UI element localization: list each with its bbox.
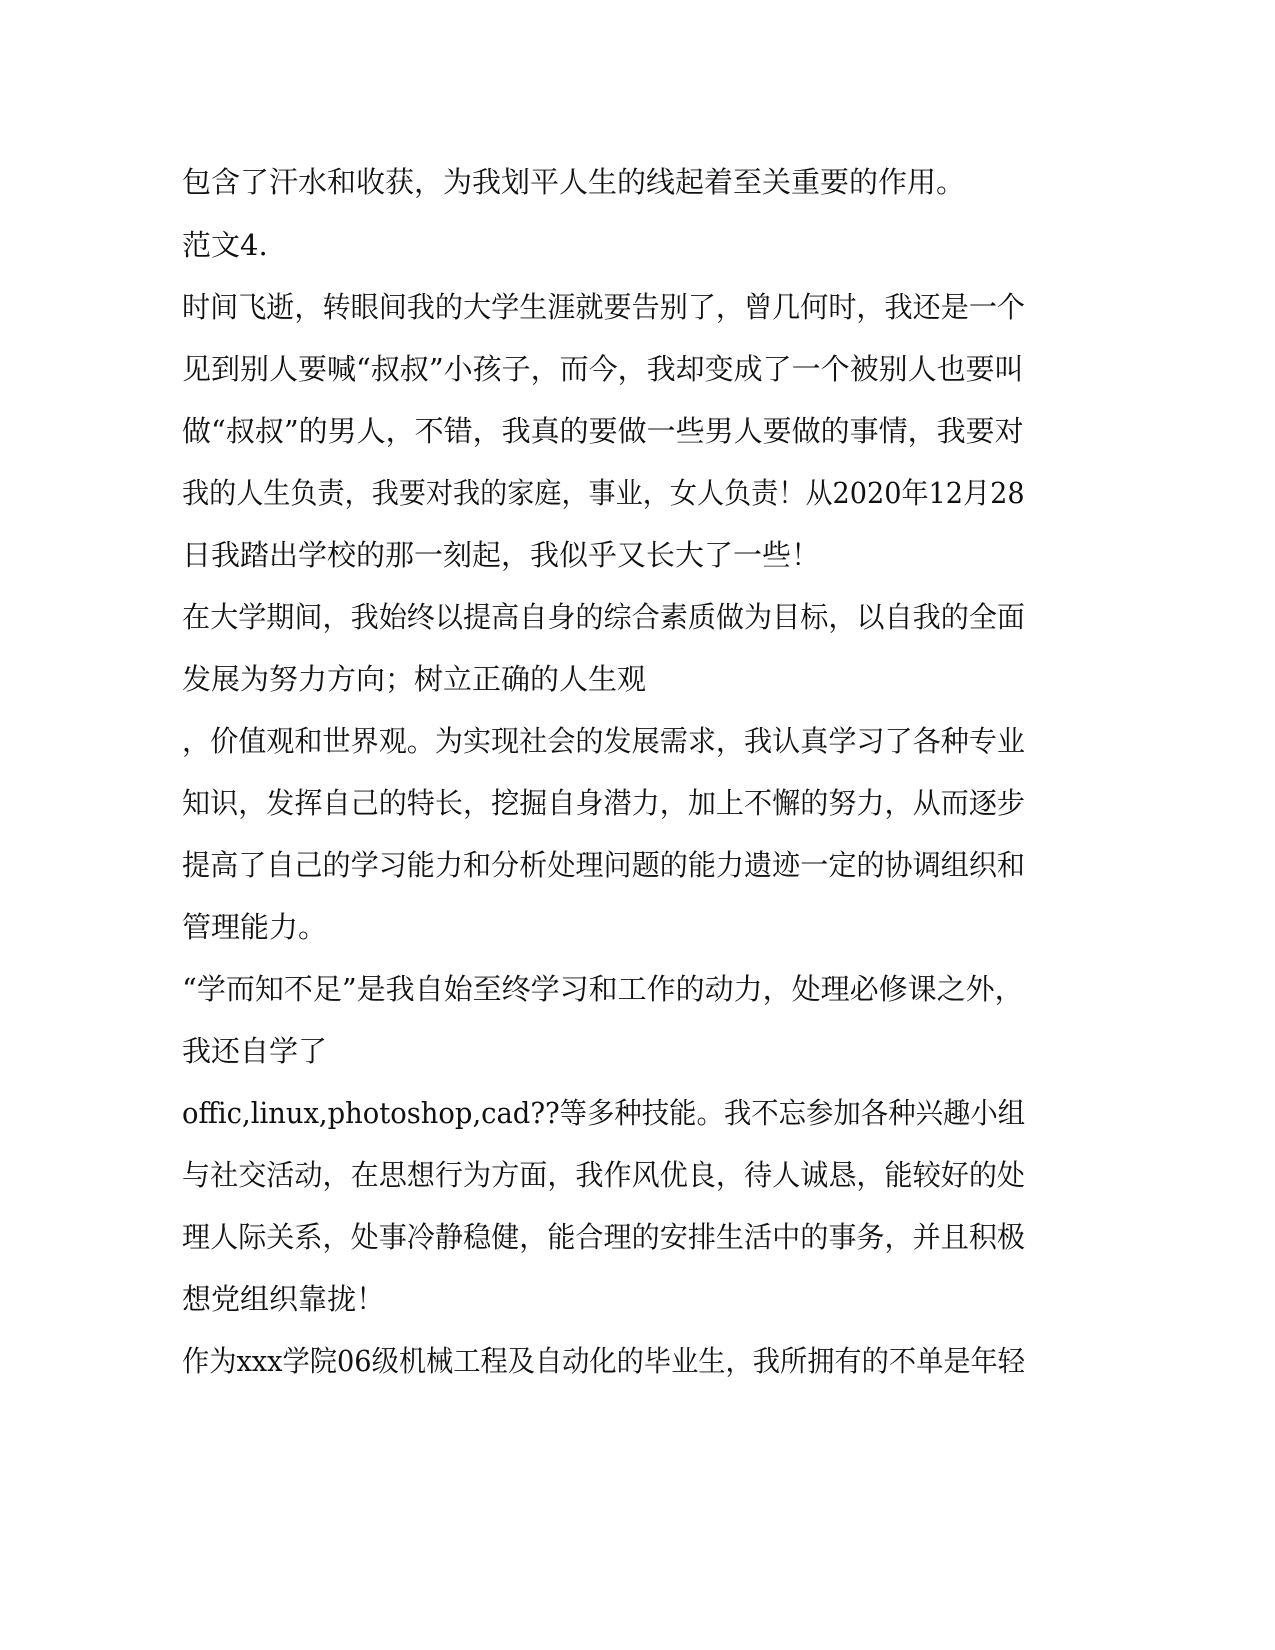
text-line: 我还自学了 bbox=[182, 1034, 328, 1068]
text-line: 包含了汗水和收获，为我划平人生的线起着至关重要的作用。 bbox=[182, 165, 966, 199]
text-line: 发展为努力方向；树立正确的人生观 bbox=[182, 662, 647, 696]
text-line: 做“叔叔”的男人，不错，我真的要做一些男人要做的事情，我要对 bbox=[182, 414, 1024, 448]
text-line: 管理能力。 bbox=[182, 910, 328, 944]
text-line: “学而知不足”是我自始至终学习和工作的动力，处理必修课之外， bbox=[182, 972, 1024, 1006]
text-line: 范文4. bbox=[182, 228, 268, 262]
text-line: 与社交活动，在思想行为方面，我作风优良，待人诚恳，能较好的处 bbox=[182, 1158, 1026, 1192]
text-line: 提高了自己的学习能力和分析处理问题的能力遗迹一定的协调组织和 bbox=[182, 848, 1026, 882]
text-line: 理人际关系，处事冷静稳健，能合理的安排生活中的事务，并且积极 bbox=[182, 1220, 1026, 1254]
text-line: 我的人生负责，我要对我的家庭，事业，女人负责！从2020年12月28 bbox=[182, 476, 1025, 510]
text-line: 想党组织靠拢！ bbox=[182, 1282, 386, 1316]
text-line: 作为xxx学院06级机械工程及自动化的毕业生，我所拥有的不单是年轻 bbox=[182, 1344, 1026, 1378]
text-line: 知识，发挥自己的特长，挖掘自身潜力，加上不懈的努力，从而逐步 bbox=[182, 786, 1026, 820]
text-line: 在大学期间，我始终以提高自身的综合素质做为目标，以自我的全面 bbox=[182, 600, 1026, 634]
text-line: 见到别人要喊“叔叔”小孩子，而今，我却变成了一个被别人也要叫 bbox=[182, 352, 1024, 386]
text-line: 日我踏出学校的那一刻起，我似乎又长大了一些！ bbox=[182, 538, 821, 572]
text-line: 时间飞逝，转眼间我的大学生涯就要告别了，曾几何时，我还是一个 bbox=[182, 290, 1026, 324]
text-line: offic,linux,photoshop,cad??等多种技能。我不忘参加各种兴趣小组 bbox=[182, 1096, 1026, 1130]
text-line: ，价值观和世界观。为实现社会的发展需求，我认真学习了各种专业 bbox=[182, 724, 1026, 758]
